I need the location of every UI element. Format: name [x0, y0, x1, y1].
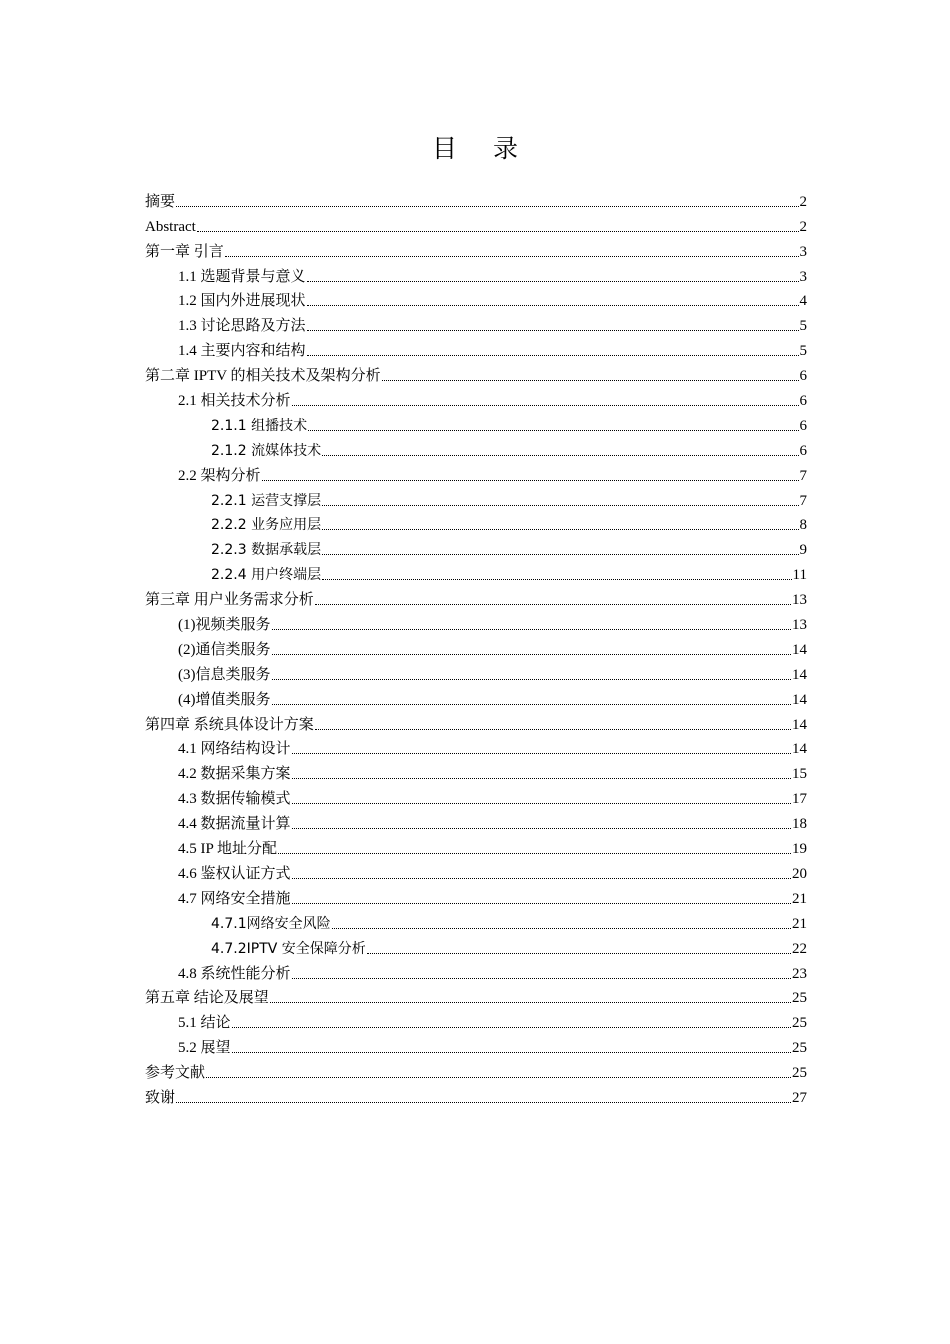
- toc-entry-label: (2)通信类服务: [178, 641, 271, 658]
- toc-dot-leader: [307, 281, 799, 282]
- toc-dot-leader: [278, 853, 791, 854]
- toc-entry[interactable]: [145, 809, 807, 834]
- toc-entry-label: 2.2.3 数据承载层: [211, 542, 322, 559]
- toc-entry-label: 第四章 系统具体设计方案: [145, 716, 314, 733]
- toc-entry-label: 1.2 国内外进展现状: [178, 293, 306, 310]
- toc-page-number: 6: [799, 417, 807, 434]
- toc-page-number: 2: [799, 218, 807, 235]
- toc-page-number: 20: [792, 865, 807, 882]
- toc-dot-leader: [206, 1077, 791, 1078]
- toc-page-number: 25: [792, 1040, 807, 1057]
- toc-page-number: 14: [792, 716, 807, 733]
- toc-page-number: 15: [792, 766, 807, 783]
- toc-entry[interactable]: [145, 610, 807, 635]
- toc-entry-label: 第一章 引言: [145, 243, 224, 260]
- toc-entry[interactable]: [145, 461, 807, 486]
- toc-dot-leader: [322, 505, 798, 506]
- toc-entry-label: 4.6 鉴权认证方式: [178, 865, 291, 882]
- toc-entry[interactable]: [145, 1008, 807, 1033]
- toc-dot-leader: [292, 903, 791, 904]
- toc-entry[interactable]: [145, 511, 807, 536]
- toc-entry-label: 第五章 结论及展望: [145, 990, 269, 1007]
- toc-entry-label: (4)增值类服务: [178, 691, 271, 708]
- toc-entry-label: 2.1.1 组播技术: [211, 417, 308, 434]
- toc-page-number: 3: [799, 268, 807, 285]
- toc-dot-leader: [315, 729, 791, 730]
- toc-page-number: 8: [799, 517, 807, 534]
- toc-entry-label: 2.2.2 业务应用层: [211, 517, 322, 534]
- toc-page-number: 13: [792, 617, 807, 634]
- toc-dot-leader: [315, 604, 791, 605]
- toc-entry-label: 4.7 网络安全措施: [178, 890, 291, 907]
- toc-dot-leader: [232, 1052, 791, 1053]
- toc-entry[interactable]: [145, 959, 807, 984]
- toc-dot-leader: [292, 978, 791, 979]
- toc-entry[interactable]: [145, 336, 807, 361]
- toc-entry-label: (3)信息类服务: [178, 666, 271, 683]
- toc-entry-label: 2.2 架构分析: [178, 467, 261, 484]
- toc-dot-leader: [272, 704, 792, 705]
- toc-dot-leader: [272, 654, 792, 655]
- toc-page-number: 4: [799, 293, 807, 310]
- toc-dot-leader: [176, 206, 798, 207]
- toc-entry[interactable]: [145, 187, 807, 212]
- toc-entry[interactable]: [145, 287, 807, 312]
- toc-page-number: 25: [792, 1065, 807, 1082]
- toc-dot-leader: [332, 928, 791, 929]
- toc-page-number: 18: [792, 816, 807, 833]
- toc-page-number: 14: [792, 741, 807, 758]
- toc-dot-leader: [272, 679, 792, 680]
- toc-dot-leader: [292, 405, 799, 406]
- toc-entry[interactable]: [145, 834, 807, 859]
- toc-dot-leader: [292, 878, 791, 879]
- toc-entry[interactable]: [145, 1058, 807, 1083]
- toc-page-number: 22: [792, 940, 807, 957]
- toc-page-number: 2: [799, 193, 807, 210]
- toc-entry[interactable]: [145, 436, 807, 461]
- toc-dot-leader: [307, 355, 799, 356]
- toc-entry-label: 参考文献: [145, 1065, 206, 1082]
- toc-entry[interactable]: [145, 984, 807, 1009]
- toc-entry-label: 摘要: [145, 193, 176, 210]
- toc-entry[interactable]: [145, 784, 807, 809]
- toc-entry[interactable]: [145, 361, 807, 386]
- toc-page-number: 14: [792, 691, 807, 708]
- toc-entry-label: 1.1 选题背景与意义: [178, 268, 306, 285]
- toc-dot-leader: [307, 330, 799, 331]
- toc-entry-label: 2.1 相关技术分析: [178, 393, 291, 410]
- toc-dot-leader: [367, 953, 791, 954]
- toc-page-number: 5: [799, 318, 807, 335]
- toc-page-number: 7: [799, 467, 807, 484]
- toc-entry-label: 致谢: [145, 1089, 176, 1106]
- toc-entry-label: (1)视频类服务: [178, 617, 271, 634]
- toc-entry-label: 5.1 结论: [178, 1015, 231, 1032]
- toc-entry[interactable]: [145, 635, 807, 660]
- toc-entry-label: 4.7.2IPTV 安全保障分析: [211, 940, 366, 957]
- toc-page-number: 3: [799, 243, 807, 260]
- toc-page-number: 25: [792, 1015, 807, 1032]
- toc-entry[interactable]: [145, 1033, 807, 1058]
- toc-page-number: 9: [799, 542, 807, 559]
- toc-entry[interactable]: [145, 560, 807, 585]
- toc-entry[interactable]: [145, 710, 807, 735]
- toc-entry[interactable]: [145, 411, 807, 436]
- toc-page-number: 11: [792, 567, 807, 584]
- page-title: 目 录: [432, 134, 532, 163]
- toc-entry[interactable]: [145, 262, 807, 287]
- toc-page-number: 23: [792, 965, 807, 982]
- toc-entry-label: Abstract: [145, 218, 196, 235]
- toc-entry-label: 第二章 IPTV 的相关技术及架构分析: [145, 368, 381, 385]
- toc-dot-leader: [292, 828, 791, 829]
- toc-page-number: 13: [792, 592, 807, 609]
- toc-page-number: 27: [792, 1089, 807, 1106]
- toc-entry[interactable]: [145, 311, 807, 336]
- toc-dot-leader: [225, 256, 799, 257]
- toc-page-number: 21: [792, 890, 807, 907]
- toc-entry[interactable]: [145, 660, 807, 685]
- toc-dot-leader: [292, 778, 791, 779]
- toc-dot-leader: [176, 1102, 791, 1103]
- toc-dot-leader: [322, 554, 798, 555]
- toc-page-number: 14: [792, 641, 807, 658]
- toc-entry[interactable]: [145, 909, 807, 934]
- toc-dot-leader: [322, 455, 798, 456]
- toc-entry[interactable]: [145, 486, 807, 511]
- toc-entry-label: 4.5 IP 地址分配: [178, 841, 278, 858]
- toc-entry[interactable]: [145, 535, 807, 560]
- toc-page-number: 19: [792, 841, 807, 858]
- toc-dot-leader: [272, 629, 792, 630]
- toc-page-number: 5: [799, 343, 807, 360]
- toc-page-number: 21: [792, 915, 807, 932]
- toc-dot-leader: [308, 430, 798, 431]
- toc-entry[interactable]: [145, 212, 807, 237]
- toc-entry[interactable]: [145, 884, 807, 909]
- toc-entry-label: 4.4 数据流量计算: [178, 816, 291, 833]
- toc-dot-leader: [322, 579, 791, 580]
- toc-dot-leader: [382, 380, 799, 381]
- toc-entry-label: 1.4 主要内容和结构: [178, 343, 306, 360]
- toc-dot-leader: [270, 1002, 791, 1003]
- toc-page-number: 14: [792, 666, 807, 683]
- table-of-contents: [145, 187, 807, 1108]
- toc-page-number: 6: [799, 393, 807, 410]
- toc-dot-leader: [322, 529, 798, 530]
- toc-entry-label: 4.1 网络结构设计: [178, 741, 291, 758]
- toc-entry[interactable]: [145, 237, 807, 262]
- toc-entry-label: 4.3 数据传输模式: [178, 791, 291, 808]
- toc-entry[interactable]: [145, 934, 807, 959]
- toc-dot-leader: [232, 1027, 791, 1028]
- toc-page-number: 17: [792, 791, 807, 808]
- toc-entry[interactable]: [145, 585, 807, 610]
- toc-entry-label: 5.2 展望: [178, 1040, 231, 1057]
- toc-entry[interactable]: [145, 859, 807, 884]
- toc-page-number: 7: [799, 492, 807, 509]
- toc-entry[interactable]: [145, 386, 807, 411]
- toc-entry-label: 2.1.2 流媒体技术: [211, 442, 322, 459]
- toc-page-number: 6: [799, 442, 807, 459]
- toc-dot-leader: [292, 753, 791, 754]
- toc-entry-label: 2.2.4 用户终端层: [211, 567, 322, 584]
- toc-page-number: 25: [792, 990, 807, 1007]
- toc-entry[interactable]: [145, 1083, 807, 1108]
- toc-entry[interactable]: [145, 735, 807, 760]
- toc-dot-leader: [307, 305, 799, 306]
- toc-dot-leader: [292, 803, 791, 804]
- toc-entry-label: 4.2 数据采集方案: [178, 766, 291, 783]
- toc-entry-label: 4.7.1网络安全风险: [211, 915, 331, 932]
- toc-entry-label: 2.2.1 运营支撑层: [211, 492, 322, 509]
- toc-entry-label: 第三章 用户业务需求分析: [145, 592, 314, 609]
- toc-entry-label: 4.8 系统性能分析: [178, 965, 291, 982]
- toc-page-number: 6: [799, 368, 807, 385]
- toc-entry-label: 1.3 讨论思路及方法: [178, 318, 306, 335]
- toc-dot-leader: [262, 480, 799, 481]
- toc-entry[interactable]: [145, 759, 807, 784]
- toc-dot-leader: [197, 231, 799, 232]
- toc-entry[interactable]: [145, 685, 807, 710]
